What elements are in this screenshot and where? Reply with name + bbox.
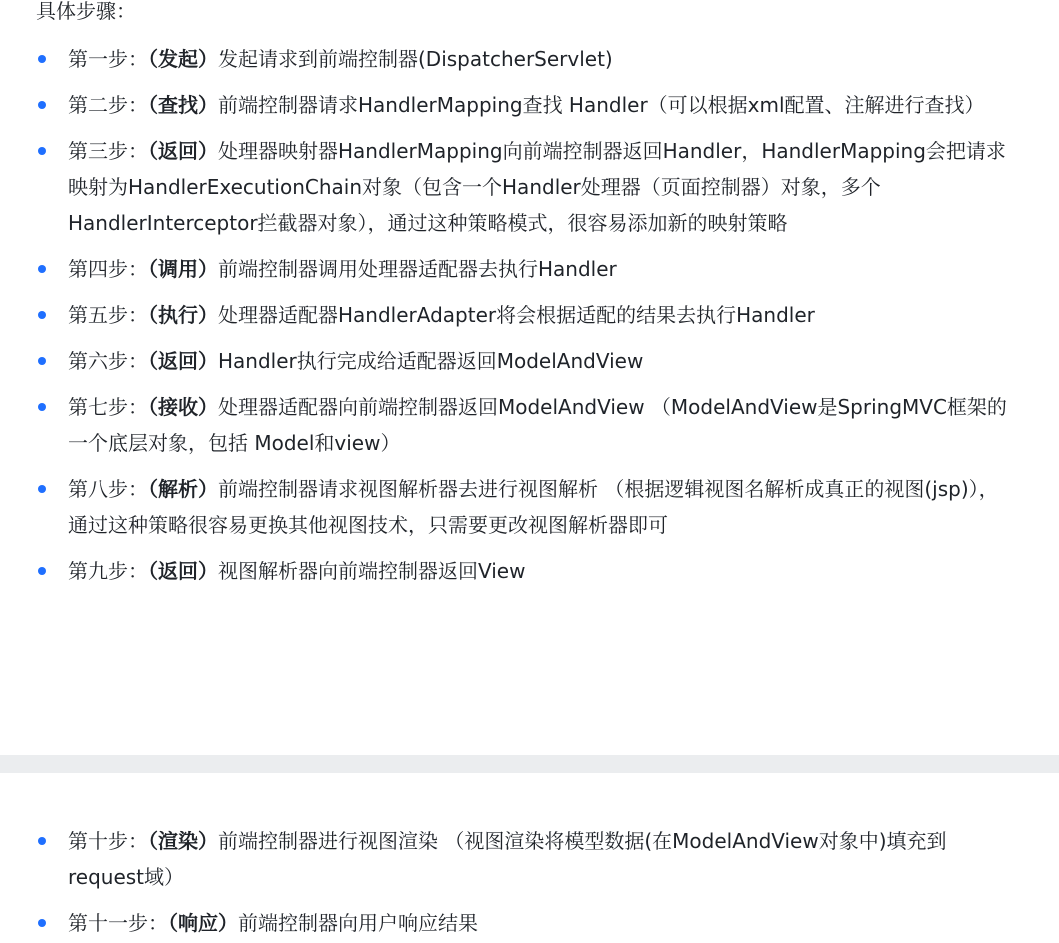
page-divider bbox=[0, 755, 1059, 773]
step-tag: （查找） bbox=[148, 93, 218, 117]
bullet-icon bbox=[38, 485, 46, 493]
step-prefix: 第七步： bbox=[68, 395, 148, 419]
step-tag: （发起） bbox=[148, 47, 218, 71]
step-prefix: 第八步： bbox=[68, 477, 148, 501]
step-item bbox=[0, 823, 1059, 895]
step-prefix: 第一步： bbox=[68, 47, 148, 71]
step-tag: （响应） bbox=[168, 911, 238, 935]
intro-heading: 具体步骤： bbox=[36, 0, 136, 23]
bullet-icon bbox=[38, 265, 46, 273]
step-tag: （渲染） bbox=[148, 829, 218, 853]
step-tag: （返回） bbox=[148, 349, 218, 373]
step-prefix: 第五步： bbox=[68, 303, 148, 327]
step-text: 前端控制器向用户响应结果 bbox=[238, 911, 478, 935]
bullet-icon bbox=[38, 357, 46, 365]
step-text: 前端控制器请求视图解析器去进行视图解析 （根据逻辑视图名解析成真正的视图(jsp)），通过这种策略很容易更换其他视图技术，只需要更改视图解析器即可 bbox=[68, 477, 999, 537]
step-item bbox=[0, 389, 1059, 461]
step-tag: （执行） bbox=[148, 303, 218, 327]
step-text: 处理器适配器向前端控制器返回ModelAndView （ModelAndView是SpringMVC框架的一个底层对象，包括 Model和view） bbox=[68, 395, 1007, 455]
step-prefix: 第九步： bbox=[68, 559, 148, 583]
steps-list-part2 bbox=[0, 823, 1059, 943]
step-text: 处理器适配器HandlerAdapter将会根据适配的结果去执行Handler bbox=[218, 303, 815, 327]
step-item bbox=[0, 41, 1059, 77]
step-text: 处理器映射器HandlerMapping向前端控制器返回Handler，HandlerMapping会把请求映射为HandlerExecutionChain对象（包含一个Handler处理器（页面控制器）对象，多个HandlerInterceptor拦截器对象），通过这种策略模式，很容易添加新的映射策略 bbox=[68, 139, 1006, 235]
bullet-icon bbox=[38, 403, 46, 411]
step-tag: （接收） bbox=[148, 395, 218, 419]
bullet-icon bbox=[38, 567, 46, 575]
bullet-icon bbox=[38, 55, 46, 63]
step-prefix: 第四步： bbox=[68, 257, 148, 281]
step-tag: （返回） bbox=[148, 139, 218, 163]
step-prefix: 第十步： bbox=[68, 829, 148, 853]
step-item bbox=[0, 471, 1059, 543]
step-text: 视图解析器向前端控制器返回View bbox=[218, 559, 526, 583]
step-item bbox=[0, 553, 1059, 589]
bullet-icon bbox=[38, 147, 46, 155]
step-item bbox=[0, 297, 1059, 333]
step-tag: （返回） bbox=[148, 559, 218, 583]
step-prefix: 第三步： bbox=[68, 139, 148, 163]
step-tag: （调用） bbox=[148, 257, 218, 281]
step-item bbox=[0, 343, 1059, 379]
step-item bbox=[0, 133, 1059, 241]
step-prefix: 第六步： bbox=[68, 349, 148, 373]
step-prefix: 第十一步： bbox=[68, 911, 168, 935]
bullet-icon bbox=[38, 919, 46, 927]
step-item bbox=[0, 905, 1059, 941]
step-text: 前端控制器进行视图渲染 （视图渲染将模型数据(在ModelAndView对象中)填充到request域） bbox=[68, 829, 947, 889]
bullet-icon bbox=[38, 311, 46, 319]
step-item bbox=[0, 251, 1059, 287]
step-tag: （解析） bbox=[148, 477, 218, 501]
step-text: 前端控制器请求HandlerMapping查找 Handler（可以根据xml配置、注解进行查找） bbox=[218, 93, 985, 117]
steps-list-part1 bbox=[0, 41, 1059, 599]
bullet-icon bbox=[38, 101, 46, 109]
step-text: 前端控制器调用处理器适配器去执行Handler bbox=[218, 257, 617, 281]
step-text: 发起请求到前端控制器(DispatcherServlet) bbox=[218, 47, 613, 71]
bullet-icon bbox=[38, 837, 46, 845]
step-item bbox=[0, 87, 1059, 123]
step-text: Handler执行完成给适配器返回ModelAndView bbox=[218, 349, 644, 373]
step-prefix: 第二步： bbox=[68, 93, 148, 117]
